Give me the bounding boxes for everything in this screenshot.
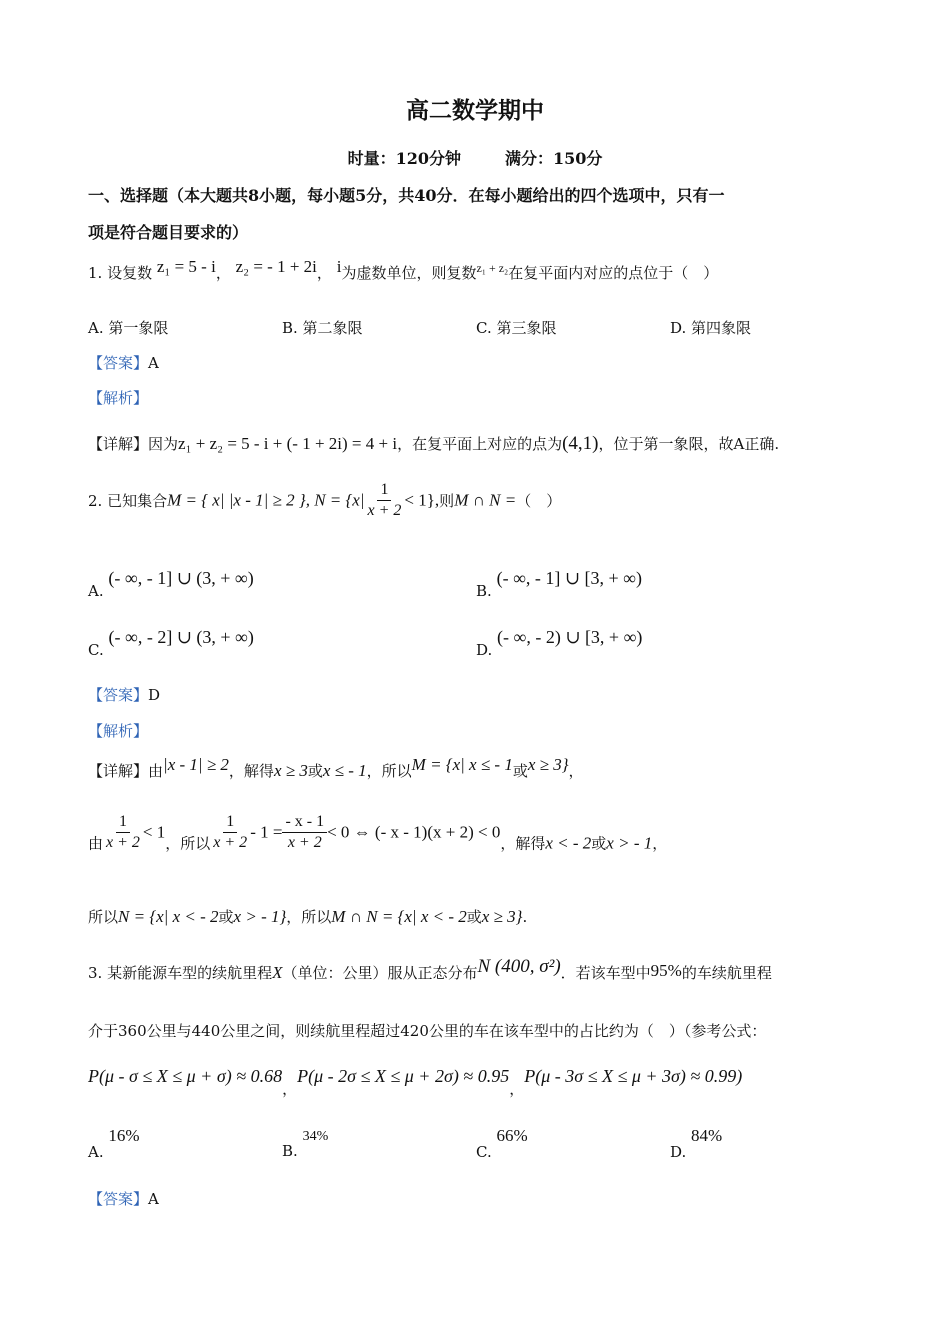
fraction: $\frac{1}{x + 2}$ xyxy=(367,481,402,519)
q3-option-c: C. 66% xyxy=(476,1126,528,1161)
q3-option-d: D. 84% xyxy=(670,1126,723,1161)
question-2-stem: 2. 已知集合M = { x| |x - 1| ≥ 2 }, N = {x| $\frac{1}{x + 2}$ < 1},则M ∩ N =（ ） xyxy=(88,481,562,519)
question-3-stem-line1: 3. 某新能源车型的续航里程X（单位：公里）服从正态分布N (400, σ²)．若该车型中95%的车续航里程 xyxy=(88,956,772,982)
q2-option-d: D. (- ∞, - 2) ∪ [3, + ∞) xyxy=(476,627,643,659)
question-3-stem-line2: 介于360公里与440公里之间，则续航里程超过420公里的车在该车型中的占比约为（ ）（参考公式： xyxy=(88,1022,767,1040)
q1-answer xyxy=(88,352,159,373)
fraction: $\frac{1}{x + 2}$ xyxy=(213,813,248,851)
answer-value: A xyxy=(148,354,159,372)
q1-option-c: C. 第三象限 xyxy=(476,319,557,337)
exam-time: 时量：120分钟 xyxy=(347,149,461,168)
q2-detail-line1: 【详解】由|x - 1| ≥ 2，解得x ≥ 3或x ≤ - 1，所以M = {x| x ≤ - 1或x ≥ 3}， xyxy=(88,755,584,780)
fraction: $\frac{- x - 1}{x + 2}$ xyxy=(282,812,327,853)
q2-analysis-tag: 【解析】 xyxy=(88,722,149,740)
fraction: $\frac{1}{x + 2}$ xyxy=(106,813,140,851)
question-3-formulas: P(μ - σ ≤ X ≤ μ + σ) ≈ 0.68，P(μ - 2σ ≤ X ≤ μ + 2σ) ≈ 0.95，P(μ - 3σ ≤ X ≤ μ + 3σ) ≈ 0.99) xyxy=(88,1066,743,1098)
q2-option-a: A. (- ∞, - 1] ∪ (3, + ∞) xyxy=(88,568,254,600)
q3-option-a: A. 16% xyxy=(88,1126,140,1161)
q2-detail-line3: 所以N = {x| x < - 2或x > - 1}，所以M ∩ N = {x| x < - 2或x ≥ 3}. xyxy=(88,907,528,926)
page-title: 高二数学期中 xyxy=(406,97,544,124)
section-heading-line1: 一、选择题（本大题共8小题，每小题5分，共40分．在每小题给出的四个选项中，只有一 xyxy=(88,186,725,205)
q1-detail: 【详解】因为z₁ + z₂ = 5 - i + (- 1 + 2i) = 4 + i，在复平面上对应的点为(4,1)，位于第一象限，故A正确. xyxy=(88,433,780,454)
math-point: (4,1) xyxy=(562,433,599,454)
q2-detail-line2: 由 $\frac{1}{x + 2}$ < 1，所以 $\frac{1}{x + 2}$ - 1 = $\frac{- x - 1}{x + 2}$ < 0 ⇔ (- x - 1)(x + 2) < 0，解得x < - 2或x > - 1， xyxy=(88,813,668,853)
q1-option-b: B. 第二象限 xyxy=(282,319,363,337)
math-detail: z₁ + z₂ = 5 - i + (- 1 + 2i) = 4 + i xyxy=(178,434,398,453)
math-z1-plus-z2: z₁ + z₂ xyxy=(476,261,509,275)
math-z2: z₂ = - 1 + 2i xyxy=(235,257,317,276)
q3-answer: 【答案】A xyxy=(88,1190,159,1208)
question-1-stem: 1. 设复数 z₁ = 5 - i， z₂ = - 1 + 2i， i为虚数单位，则复数$^{z_1 + z_2}$在复平面内对应的点位于（ ） xyxy=(88,257,719,282)
exam-info xyxy=(0,146,950,169)
q2-option-c: C. (- ∞, - 2] ∪ (3, + ∞) xyxy=(88,627,254,659)
math-z1: z₁ = 5 - i xyxy=(156,257,216,276)
exam-score: 满分：150分 xyxy=(505,149,603,168)
q1-option-d: D. 第四象限 xyxy=(670,319,752,337)
q2-answer: 【答案】D xyxy=(88,686,161,704)
answer-tag: 【答案】 xyxy=(88,354,149,372)
math-normal-dist: N (400, σ²) xyxy=(477,956,561,977)
math-set-m: M = { x| |x - 1| ≥ 2 } xyxy=(167,490,306,510)
q1-option-a: A. 第一象限 xyxy=(88,319,169,337)
q2-option-b: B. (- ∞, - 1] ∪ [3, + ∞) xyxy=(476,568,642,600)
math-i: i xyxy=(336,257,342,276)
section-heading-line2: 项是符合题目要求的） xyxy=(88,223,249,242)
q1-analysis-tag: 【解析】 xyxy=(88,389,149,407)
q3-option-b: B. 34% xyxy=(282,1129,329,1160)
